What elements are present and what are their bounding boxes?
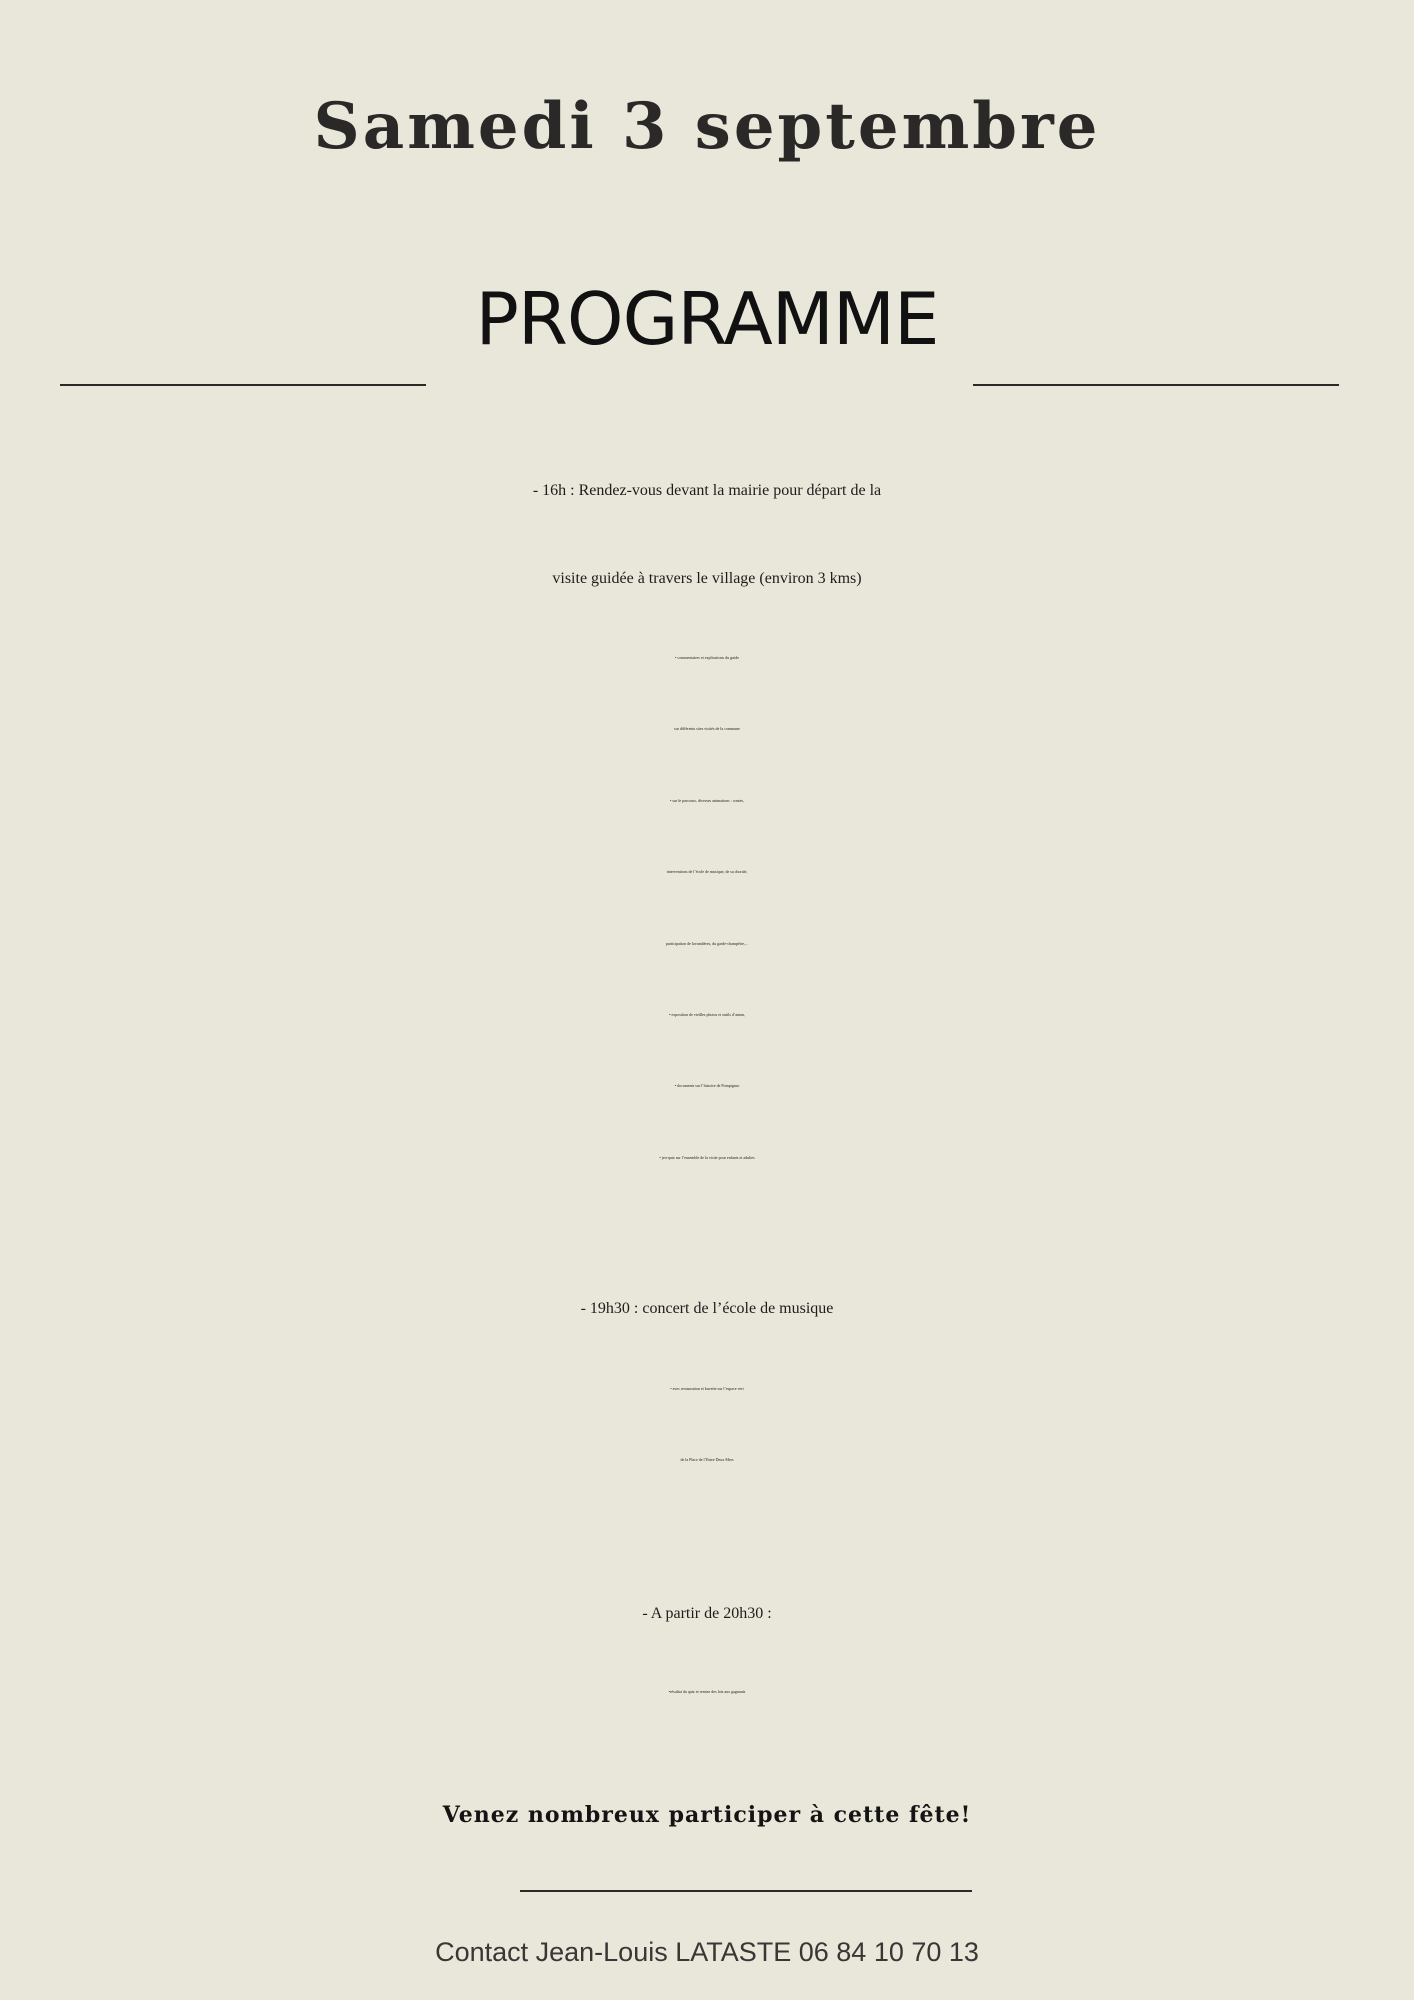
divider-right: [973, 384, 1339, 386]
contact-info: Contact Jean-Louis LATASTE 06 84 10 70 13: [435, 1937, 979, 1967]
list-item: • documents sur l’histoire de Pompignac: [674, 1083, 740, 1089]
section-20h30-items: [0, 1656, 1414, 1728]
section-heading-line: visite guidée à travers le village (environ 3 kms): [552, 570, 862, 587]
programme-heading: PROGRAMME: [475, 277, 939, 361]
list-item: •résultat du quiz et remise des lots aux gagnants: [668, 1689, 746, 1694]
closing-call-to-action: Venez nombreux participer à cette fête!: [442, 1802, 972, 1828]
page-title: Samedi 3 septembre: [313, 89, 1101, 164]
section-20h30-heading: - A partir de 20h30 :: [642, 1605, 772, 1622]
list-item: • jeu-quiz sur l’ensemble de la visite pour enfants et adultes: [659, 1154, 755, 1160]
list-item: • commentaires et explications du guide: [675, 655, 739, 660]
list-item: • avec restauration et buvette sur l’espace vert: [670, 1386, 744, 1391]
list-item: interventions de l’école de musique, de sa chorale,: [666, 869, 748, 875]
list-item: participation de lavandières, du garde-champêtre,...: [665, 940, 749, 946]
section-16h-items: [0, 622, 1414, 1193]
section-19h30-heading: - 19h30 : concert de l’école de musique: [580, 1300, 834, 1317]
section-heading-line: - 16h : Rendez-vous devant la mairie pour départ de la: [532, 482, 882, 499]
divider-bottom: [520, 1890, 972, 1892]
section-16h-heading: [0, 447, 1414, 623]
list-item: • sur le parcours, diverses animations : contes,: [670, 797, 744, 803]
divider-left: [60, 384, 426, 386]
list-item: sur différents sites visités de la commune: [674, 726, 740, 732]
section-19h30-items: [0, 1353, 1414, 1495]
list-item: de la Place de l’Entre Deux Mers: [680, 1457, 734, 1462]
list-item: • exposition de vieilles photos et outils d’antan,: [669, 1012, 745, 1018]
